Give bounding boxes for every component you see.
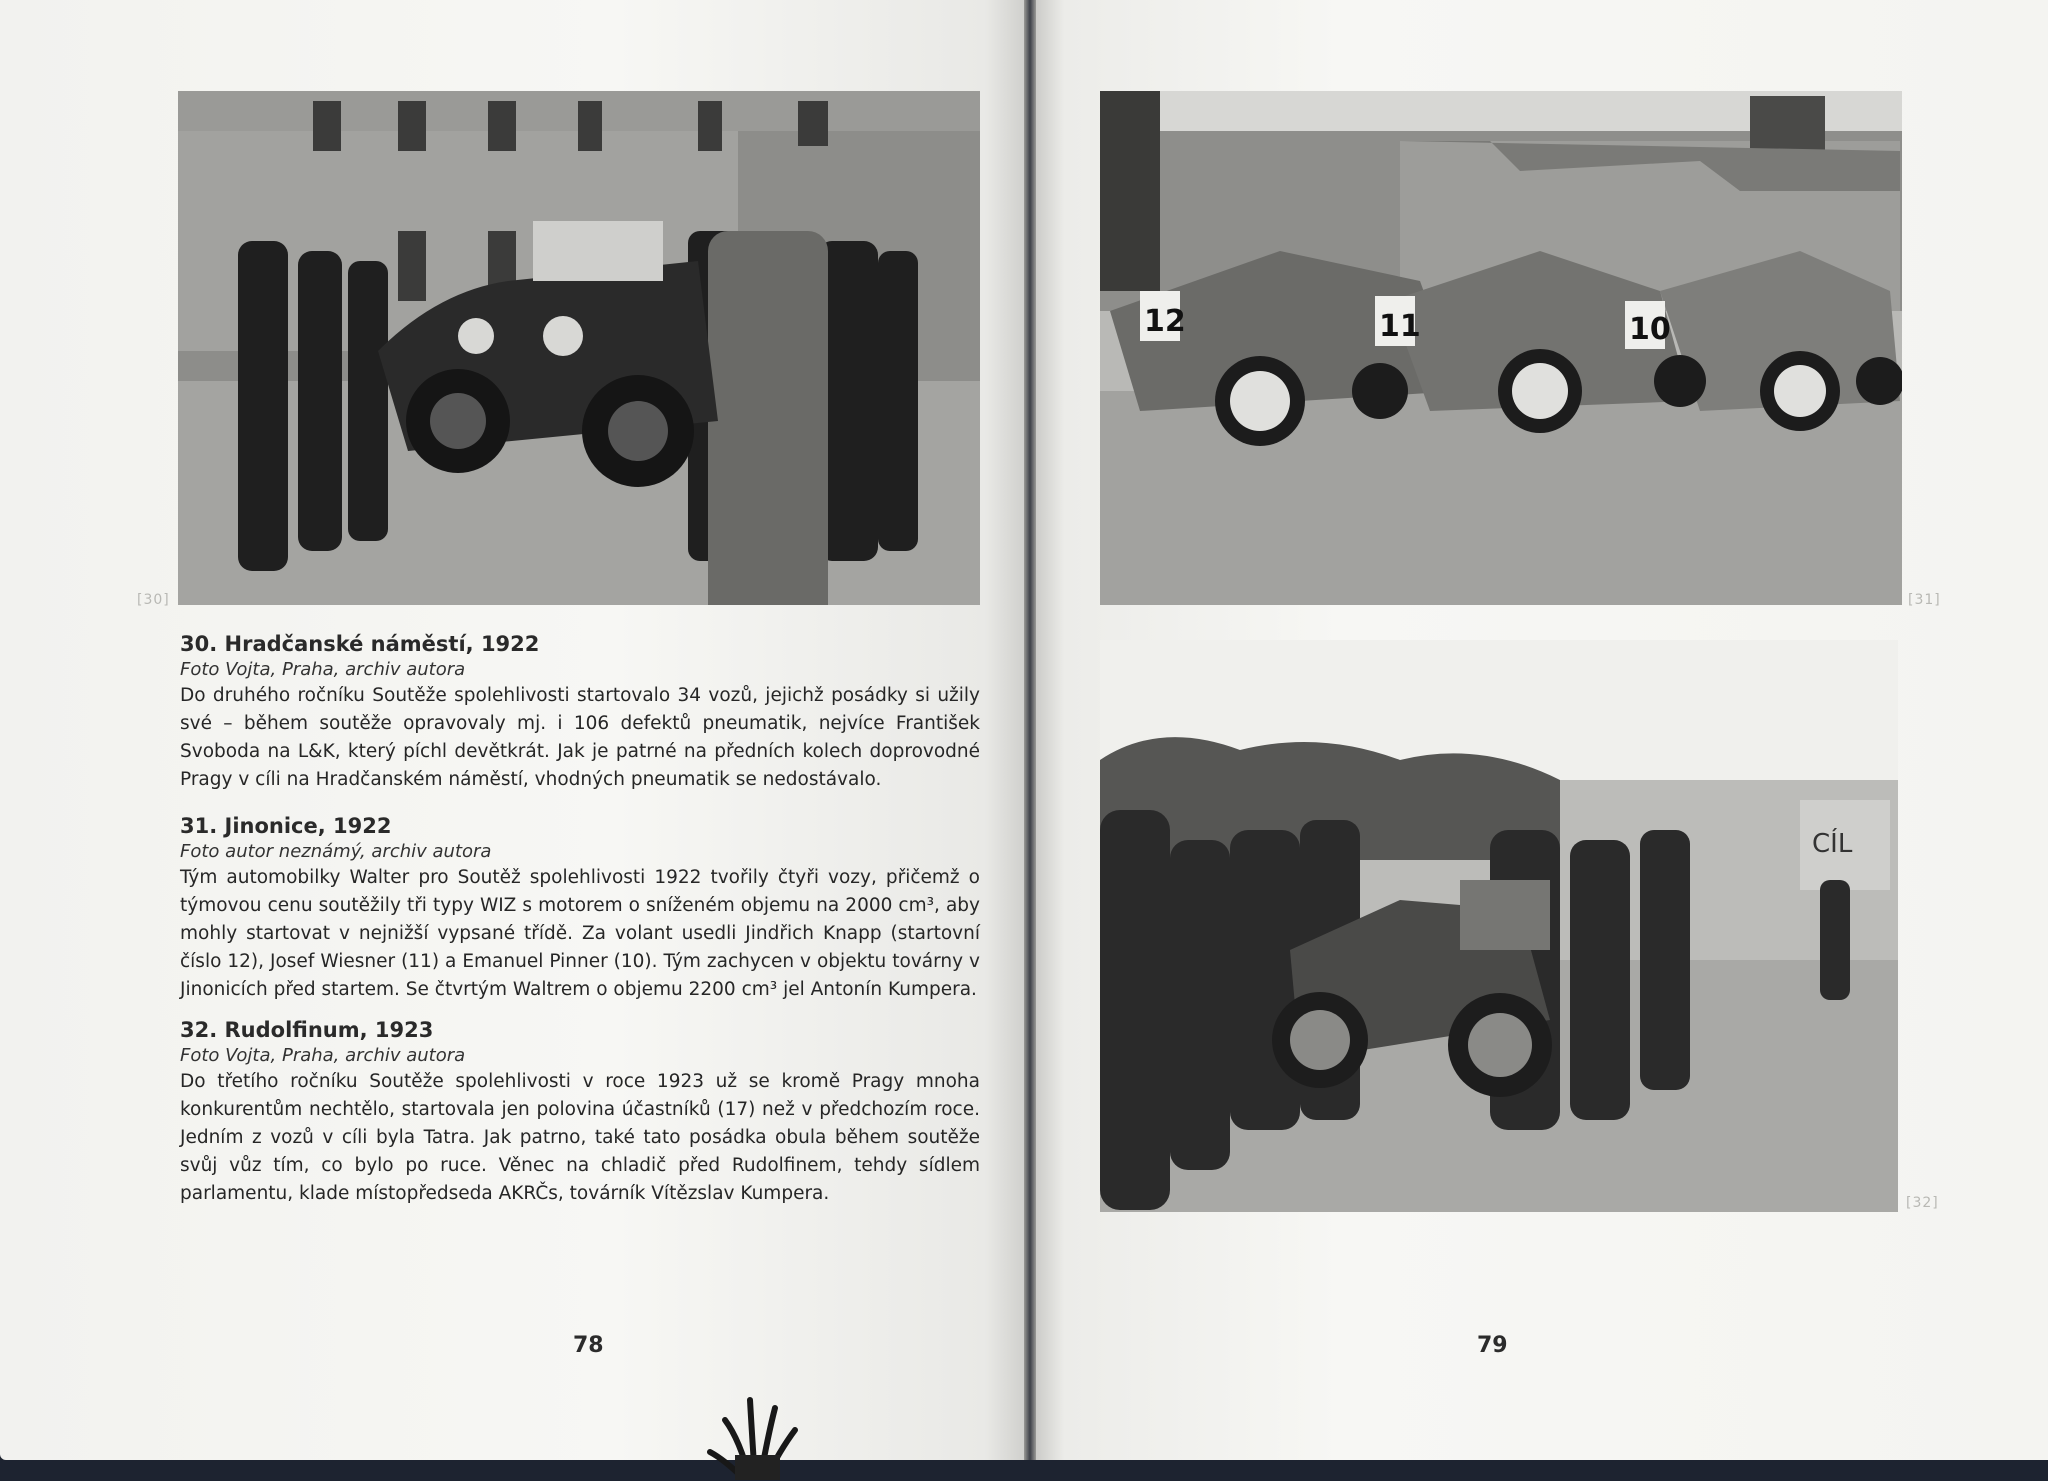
caption-30-credit: Foto Vojta, Praha, archiv autora xyxy=(180,659,466,680)
car-number-11: 11 xyxy=(1379,309,1421,344)
photo-31-reference: [31] xyxy=(1908,592,1941,608)
car-number-10: 10 xyxy=(1629,312,1671,347)
photo-32-rudolfinum xyxy=(1100,640,1898,1212)
caption-31 xyxy=(180,812,980,1004)
sign-cil: CÍL xyxy=(1812,829,1853,859)
page-number-left: 78 xyxy=(573,1333,604,1358)
caption-32-title: 32. Rudolfinum, 1923 xyxy=(180,1018,434,1042)
caption-30 xyxy=(180,630,980,794)
caption-30-body: Do druhého ročníku Soutěže spolehlivosti startovalo 34 vozů, jejichž posádky si užily své – během soutěže opravovaly mj. i 106 defektů pneumatik, nejvíce František Svoboda na L&K, který píchl devětkrát. Jak je patrné na předních kolech doprovodné Pragy v cíli na Hradčanském náměstí, vhodných pneumatik se nedostávalo. xyxy=(180,685,980,790)
photo-30-reference: [30] xyxy=(137,592,170,608)
bookmark-ribbon xyxy=(680,1380,830,1480)
caption-32 xyxy=(180,1016,980,1208)
caption-30-title: 30. Hradčanské náměstí, 1922 xyxy=(180,632,540,656)
page-number-right: 79 xyxy=(1477,1333,1508,1358)
caption-32-credit: Foto Vojta, Praha, archiv autora xyxy=(180,1045,466,1066)
caption-32-body: Do třetího ročníku Soutěže spolehlivosti v roce 1923 už se kromě Pragy mnoha konkurentům nechtělo, startovala jen polovina účastníků (17) než v předchozím roce. Jedním z vozů v cíli byla Tatra. Jak patrno, také tato posádka obula během soutěže svůj vůz tím, co bylo po ruce. Věnec na chladič před Rudolfinem, tehdy sídlem parlamentu, klade místopředseda AKRČs, továrník Vítězslav Kumpera. xyxy=(180,1071,980,1204)
caption-31-credit: Foto autor neznámý, archiv autora xyxy=(180,841,492,862)
photo-31-jinonice xyxy=(1100,91,1902,605)
car-number-12: 12 xyxy=(1144,304,1186,339)
background-band xyxy=(0,1460,2048,1481)
photo-32-reference: [32] xyxy=(1906,1195,1939,1211)
book-gutter xyxy=(1024,0,1036,1481)
photo-30-hradcanske-namesti xyxy=(178,91,980,605)
caption-31-title: 31. Jinonice, 1922 xyxy=(180,814,392,838)
caption-31-body: Tým automobilky Walter pro Soutěž spolehlivosti 1922 tvořily čtyři vozy, přičemž o týmovou cenu soutěžily tři typy WIZ s motorem o sníženém objemu na 2000 cm³, aby mohly startovat v nejnižší vypsané třídě. Za volant usedli Jindřich Knapp (startovní číslo 12), Josef Wiesner (11) a Emanuel Pinner (10). Tým zachycen v objektu továrny v Jinonicích před startem. Se čtvrtým Waltrem o objemu 2200 cm³ jel Antonín Kumpera. xyxy=(180,867,980,1000)
